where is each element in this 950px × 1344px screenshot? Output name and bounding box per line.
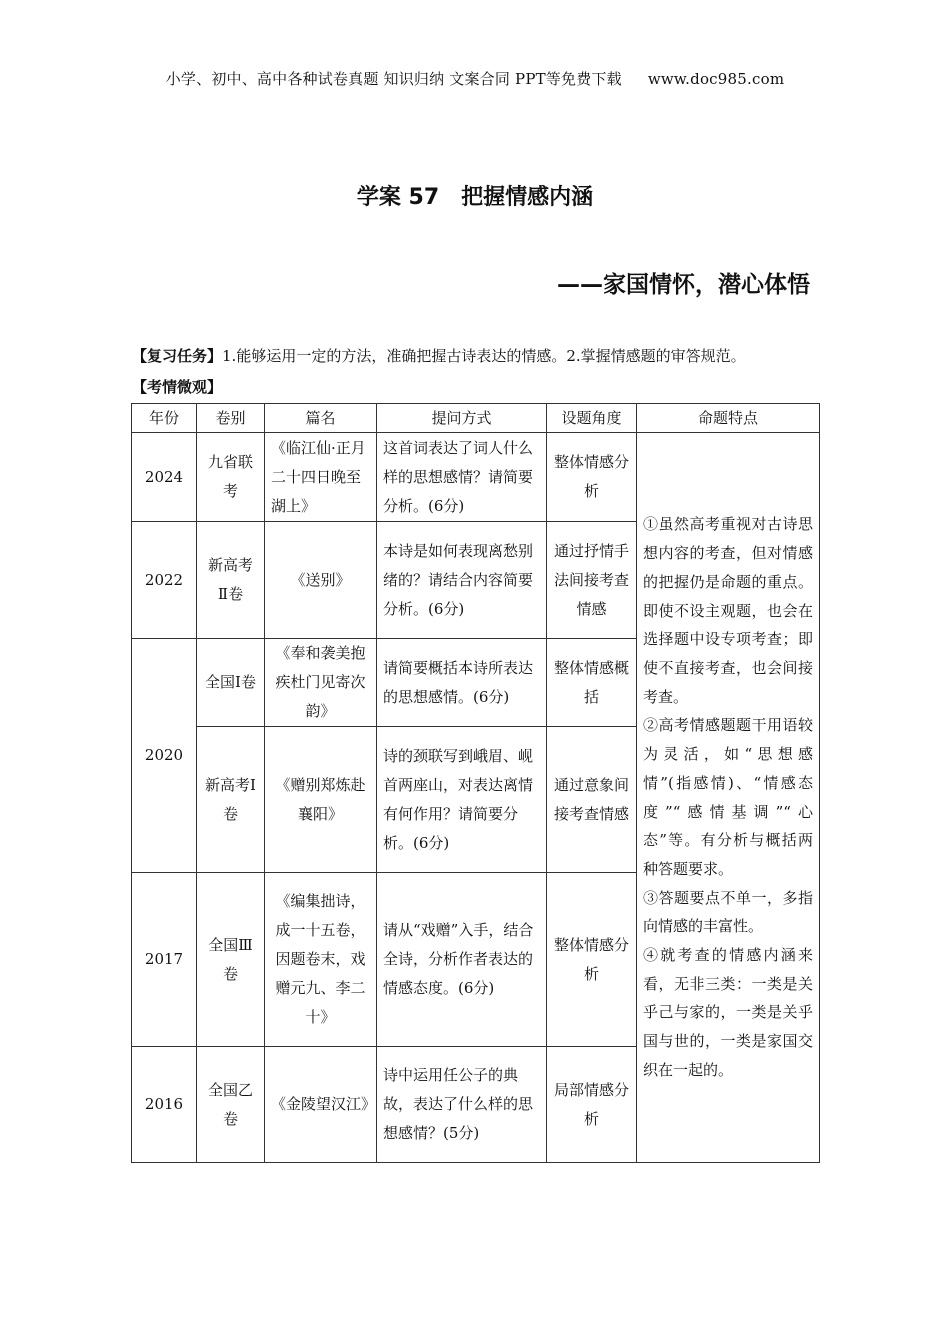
cell-question: 诗中运用任公子的典故，表达了什么样的思想感情？(5分) [377,1047,547,1163]
cell-features [637,433,820,1163]
exam-table [131,403,820,1163]
cell-question: 请简要概括本诗所表达的思想感情。(6分) [377,639,547,727]
cell-title: 《临江仙·正月二十四日晚至湖上》 [265,433,377,522]
section-label [132,376,222,397]
cell-year: 2020 [132,639,197,873]
cell-question: 诗的颈联写到峨眉、岘首两座山，对表达离情有何作用？请简要分析。(6分) [377,727,547,873]
cell-title: 《编集拙诗，成一十五卷，因题卷末，戏赠元九、李二十》 [265,873,377,1047]
section-label-text: 【考情微观】 [132,378,223,396]
cell-angle: 整体情感分析 [547,433,637,522]
header-paper: 卷别 [197,404,265,433]
header-text: 小学、初中、高中各种试卷真题 知识归纳 文案合同 PPT等免费下载 [165,70,622,88]
cell-year: 2017 [132,873,197,1047]
cell-year: 2024 [132,433,197,522]
header-year: 年份 [132,404,197,433]
cell-year: 2016 [132,1047,197,1163]
page-header [0,68,950,89]
table-header-row [132,404,820,433]
cell-question: 本诗是如何表现离愁别绪的？请结合内容简要分析。(6分) [377,522,547,639]
cell-title: 《送别》 [265,522,377,639]
cell-paper: 九省联考 [197,433,265,522]
feature-item: ④就考查的情感内涵来看，无非三类：一类是关乎己与家的，一类是关乎国与世的，一类是家国交织在一起的。 [643,946,813,1079]
cell-angle: 整体情感概括 [547,639,637,727]
table-row [132,433,820,522]
cell-question: 这首词表达了词人什么样的思想感情？请简要分析。(6分) [377,433,547,522]
cell-angle: 通过抒情手法间接考查情感 [547,522,637,639]
page-subtitle: ——家国情怀，潜心体悟 [557,272,810,298]
cell-title: 《赠别郑炼赴襄阳》 [265,727,377,873]
cell-angle: 通过意象间接考查情感 [547,727,637,873]
cell-title: 《金陵望汉江》 [265,1047,377,1163]
cell-paper: 新高考Ⅱ卷 [197,522,265,639]
header-title: 篇名 [265,404,377,433]
cell-angle: 整体情感分析 [547,873,637,1047]
cell-paper: 全国Ⅰ卷 [197,639,265,727]
header-question: 提问方式 [377,404,547,433]
cell-year: 2022 [132,522,197,639]
feature-item: ②高考情感题题干用语较为灵活，如“思想感情”(指感情)、“情感态度”“感情基调”“心态”等。有分析与概括两种答题要求。 [643,716,813,878]
review-task [132,345,832,366]
feature-item: ①虽然高考重视对古诗思想内容的考查，但对情感的把握仍是命题的重点。即使不设主观题，也会在选择题中设专项考查；即使不直接考查，也会间接考查。 [643,515,813,706]
cell-question: 请从“戏赠”入手，结合全诗，分析作者表达的情感态度。(6分) [377,873,547,1047]
header-site: www.doc985.com [647,70,785,88]
cell-angle: 局部情感分析 [547,1047,637,1163]
review-task-label: 【复习任务】 [132,347,223,365]
cell-paper: 全国Ⅲ卷 [197,873,265,1047]
feature-item: ③答题要点不单一，多指向情感的丰富性。 [643,888,813,936]
cell-paper: 全国乙卷 [197,1047,265,1163]
page-title: 学案 57 把握情感内涵 [356,185,594,210]
header-features: 命题特点 [637,404,820,433]
cell-title: 《奉和袭美抱疾杜门见寄次韵》 [265,639,377,727]
header-angle: 设题角度 [547,404,637,433]
review-task-text: 1.能够运用一定的方法，准确把握古诗表达的情感。2.掌握情感题的审答规范。 [222,347,746,365]
cell-paper: 新高考Ⅰ卷 [197,727,265,873]
